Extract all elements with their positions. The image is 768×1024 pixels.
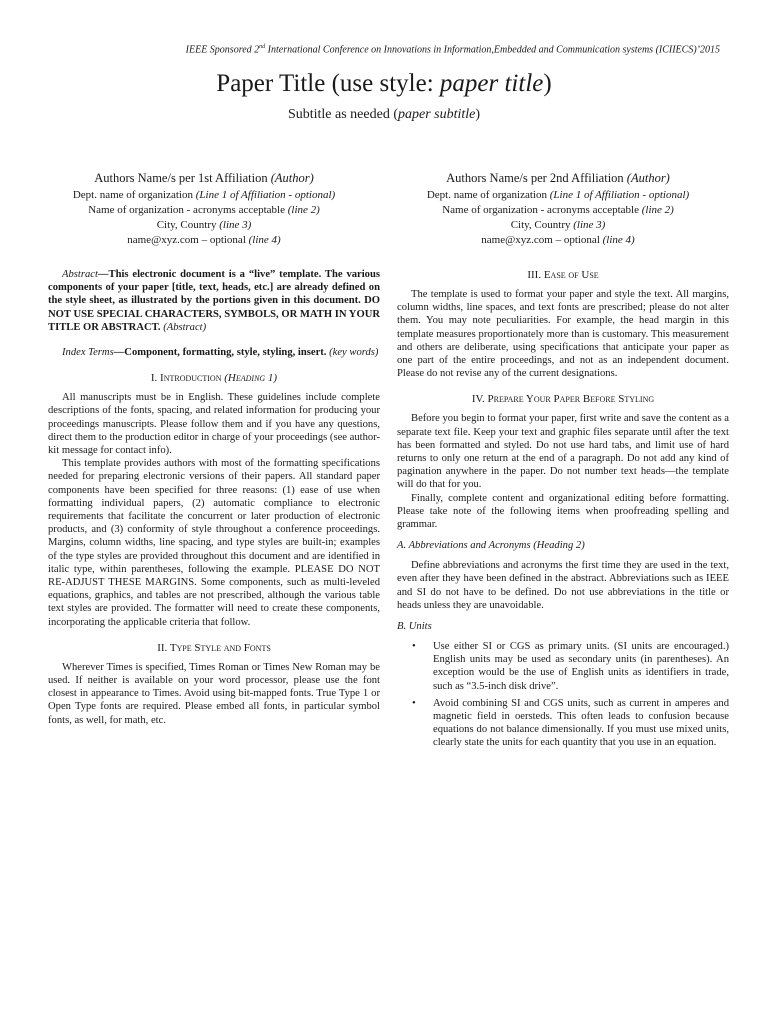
- left-column: [48, 268, 380, 727]
- author-name: [44, 168, 364, 188]
- bullet-icon: •: [412, 697, 416, 709]
- paragraph: Before you begin to format your paper, first write and save the content as a separate text file. Keep your text and graphic files separate until after the text has been formatted and styled. Do not use hard tabs, and limit use of hard returns to only one return at the end of a paragraph. Do not add any kind of pagination anywhere in the paper. Do not number text heads—the template will do that for you.: [397, 413, 729, 491]
- author-email: [398, 233, 718, 248]
- author-org-text: Name of organization - acronyms acceptable: [442, 204, 642, 216]
- paper-subtitle: [0, 105, 768, 125]
- abstract-tag: (Abstract): [160, 321, 207, 333]
- conference-header-sup: nd: [259, 44, 266, 50]
- abstract-label: Abstract: [62, 269, 98, 280]
- heading-tag: (Heading 1): [224, 372, 278, 385]
- list-item-text: Use either SI or CGS as primary units. (SI units are encouraged.) English units may be used as secondary units (in parentheses). An exception would be the use of English units as identifiers in trade, such as “3.5-inch disk drive”.: [433, 641, 729, 692]
- bullet-icon: •: [412, 641, 416, 653]
- paragraph: Wherever Times is specified, Times Roman or Times New Roman may be used. If neither is available on your word processor, please use the font closest in appearance to Times. Avoid using bit-mapped fonts. True Type 1 or Open Type fonts are required. Please embed all fonts, in particular symbol fonts, as well, for math, etc.: [48, 661, 380, 726]
- author-city: [44, 218, 364, 233]
- author-city-tag: (line 3): [573, 219, 606, 231]
- paragraph: Finally, complete content and organizational editing before formatting. Please take note of the following items when proofreading spelling and grammar.: [397, 492, 729, 531]
- author-name-tag: (Author): [626, 171, 670, 185]
- author-org-text: Name of organization - acronyms acceptable: [88, 204, 288, 216]
- right-column: [397, 268, 729, 754]
- author-name-text: Authors Name/s per 1st Affiliation: [94, 171, 271, 185]
- conference-header-pre: IEEE Sponsored 2: [185, 44, 260, 56]
- author-org: [398, 203, 718, 218]
- author-dept: [44, 188, 364, 203]
- author-city: [398, 218, 718, 233]
- author-email-text: name@xyz.com – optional: [127, 234, 249, 246]
- author-name-text: Authors Name/s per 2nd Affiliation: [446, 171, 627, 185]
- author-name: [398, 168, 718, 188]
- paragraph: Define abbreviations and acronyms the first time they are used in the text, even after they have been defined in the abstract. Abbreviations such as IEEE and SI do not have to be defined. Do not use abbreviations in the title or heads unless they are unavoidable.: [397, 560, 729, 611]
- index-terms: [48, 346, 380, 359]
- abstract: [48, 268, 380, 334]
- author-dept-text: Dept. name of organization: [426, 189, 550, 201]
- author-email-tag: (line 4): [248, 234, 281, 246]
- author-org-tag: (line 2): [641, 204, 674, 216]
- list-item-text: Avoid combining SI and CGS units, such as current in amperes and magnetic field in oersteds. This often leads to confusion because equations do not balance dimensionally. If you must use mixed units, clearly state the units for each quantity that you use in an equation.: [433, 697, 729, 749]
- author-city-tag: (line 3): [219, 219, 252, 231]
- section-heading-prepare: IV. Prepare Your Paper Before Styling: [471, 393, 655, 406]
- subsection-heading-abbreviations: A. Abbreviations and Acronyms (Heading 2): [397, 540, 585, 552]
- units-bullet-list: [397, 640, 729, 750]
- paragraph: All manuscripts must be in English. These guidelines include complete descriptions of the fonts, spacing, and related information for producing your proceedings manuscripts. Please follow them and if you have any questions, direct them to the production editor in charge of your proceedings (see author-kit message for contact info).: [48, 392, 381, 457]
- list-item: [412, 697, 729, 750]
- subsection-heading-units: B. Units: [397, 621, 432, 633]
- author-dept-tag: (Line 1 of Affiliation - optional): [195, 189, 336, 201]
- author-email: [44, 233, 364, 248]
- index-terms-body: —Component, formatting, style, styling, insert.: [113, 347, 327, 359]
- author-city-text: City, Country: [156, 219, 220, 231]
- paper-subtitle-style: paper subtitle: [397, 107, 476, 122]
- author-org-tag: (line 2): [287, 204, 320, 216]
- abstract-body: —This electronic document is a “live” template. The various components of your paper [title, text, heads, etc.] are already defined on the style sheet, as illustrated by the portions given in this document. DO NOT USE SPECIAL CHARACTERS, SYMBOLS, OR MATH IN YOUR TITLE OR ABSTRACT.: [48, 269, 380, 333]
- author-dept-text: Dept. name of organization: [72, 189, 196, 201]
- author-dept: [398, 188, 718, 203]
- author-name-tag: (Author): [270, 171, 314, 185]
- paragraph: The template is used to format your paper and style the text. All margins, column widths, line spaces, and text fonts are prescribed; please do not alter them. You may note peculiarities. For example, the head margin in this template measures proportionately more than is customary. This measurement and others are deliberate, using specifications that anticipate your paper as one part of the entire proceedings, and not as an independent document. Please do not revise any of the current designations.: [397, 289, 729, 380]
- author-city-text: City, Country: [510, 219, 574, 231]
- conference-header-post: International Conference on Innovations in Information,Embedded and Communication systems (ICIIECS)’2015: [265, 44, 720, 56]
- author-org: [44, 203, 364, 218]
- author-email-text: name@xyz.com – optional: [481, 234, 603, 246]
- paper-subtitle-close: ): [475, 107, 481, 122]
- index-terms-tag: (key words): [326, 347, 379, 359]
- index-terms-label: Index Terms: [62, 347, 114, 359]
- section-heading-introduction: [48, 371, 380, 385]
- author-email-tag: (line 4): [602, 234, 635, 246]
- paper-title-main: Paper Title (use style:: [216, 70, 440, 97]
- author-dept-tag: (Line 1 of Affiliation - optional): [549, 189, 690, 201]
- paper-title-close: ): [543, 70, 552, 97]
- list-item: [412, 640, 729, 693]
- section-heading-ease-of-use: III. Ease of Use: [527, 269, 599, 281]
- author-block-1: [44, 168, 364, 248]
- paper-title: [0, 66, 768, 102]
- paragraph: This template provides authors with most of the formatting specifications needed for preparing electronic versions of their papers. All standard paper components have been specified for three reasons: (1) ease of use when formatting individual papers, (2) automatic compliance to electronic requirements that facilitate the concurrent or later production of electronic products, and (3) conformity of style throughout a conference proceedings. Margins, column widths, line spacing, and type styles are built-in; examples of the type styles are provided throughout this document and are identified in italic type, within parentheses, following the example. PLEASE DO NOT RE-ADJUST THESE MARGINS. Some components, such as multi-leveled equations, graphics, and tables are not prescribed, although the various table text styles are provided. The formatter will need to create these components, incorporating the applicable criteria that follow.: [48, 458, 380, 628]
- paper-title-style: paper title: [439, 70, 544, 97]
- heading-text: I. Introduction: [150, 372, 225, 385]
- paper-subtitle-main: Subtitle as needed (: [287, 107, 398, 122]
- conference-header: [40, 41, 720, 56]
- section-heading-type-style: II. Type Style and Fonts: [157, 641, 271, 654]
- author-block-2: [398, 168, 718, 248]
